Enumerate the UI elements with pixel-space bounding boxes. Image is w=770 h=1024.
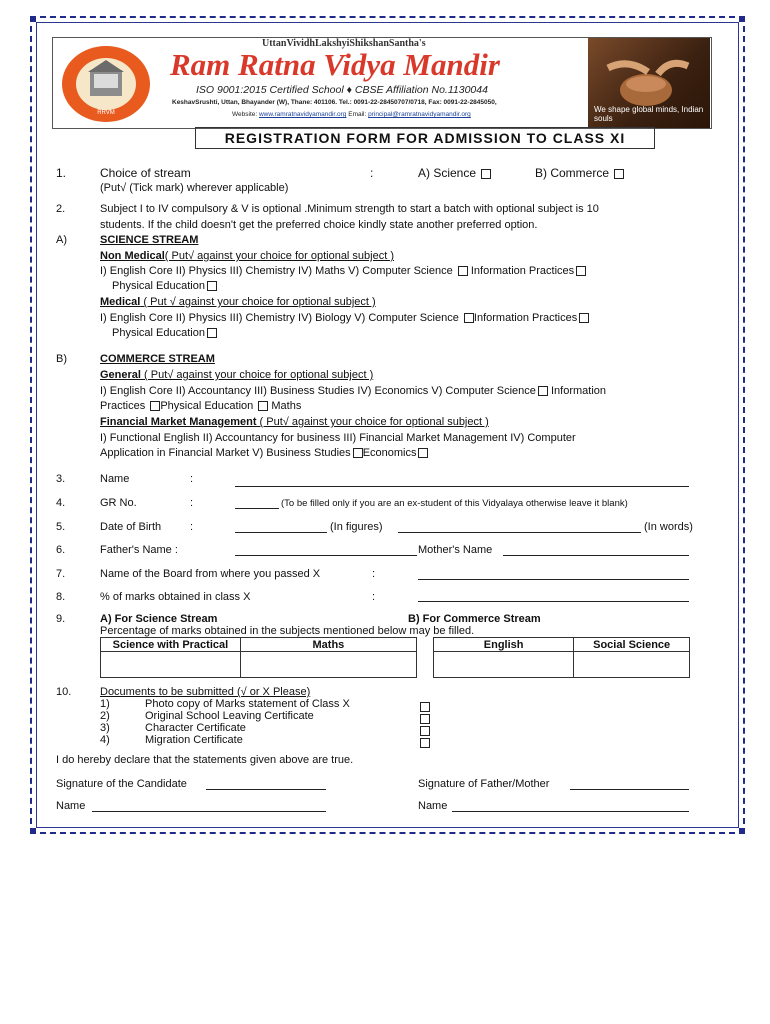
q1-note: (Put√ (Tick mark) wherever applicable) xyxy=(100,182,289,194)
q8-number: 8. xyxy=(56,591,66,603)
science-stream-heading: SCIENCE STREAM xyxy=(100,234,199,246)
doc-item-number: 1) xyxy=(100,698,110,710)
parent-name-field[interactable] xyxy=(452,811,689,812)
marks-percent-label: % of marks obtained in class X xyxy=(100,591,251,603)
documents-title: Documents to be submitted (√ or X Please) xyxy=(100,686,311,698)
nonmed-pe-checkbox[interactable] xyxy=(207,281,217,291)
general-subjects-row xyxy=(100,385,606,397)
form-title: REGISTRATION FORM FOR ADMISSION TO CLASS XI xyxy=(195,127,655,149)
school-slogan: We shape global minds, Indian souls xyxy=(594,105,704,123)
board-colon: : xyxy=(372,568,376,580)
candidate-name-field[interactable] xyxy=(92,811,326,812)
parent-signature-label: Signature of Father/Mother xyxy=(418,778,550,790)
fmm-row xyxy=(100,416,489,428)
svg-text:RRVM: RRVM xyxy=(97,110,115,116)
email-link[interactable]: principal@ramratnavidyamandir.org xyxy=(368,111,471,118)
q7-number: 7. xyxy=(56,568,66,580)
fmm-line1: I) Functional English II) Accountancy for business III) Financial Market Management IV) Computer xyxy=(100,432,576,444)
science-col-header: Maths xyxy=(240,638,416,652)
commerce-marks-heading: B) For Commerce Stream xyxy=(408,613,541,625)
father-name-field[interactable] xyxy=(235,555,417,556)
commerce-checkbox[interactable] xyxy=(614,169,624,179)
science-marks-table xyxy=(100,637,417,678)
science-checkbox[interactable] xyxy=(481,169,491,179)
q10-number: 10. xyxy=(56,686,72,698)
q5-number: 5. xyxy=(56,521,66,533)
dob-figures-field[interactable] xyxy=(235,532,327,533)
name-colon: : xyxy=(190,473,194,485)
website-link[interactable]: www.ramratnavidyamandir.org xyxy=(258,111,347,118)
dob-figures-label: (In figures) xyxy=(330,521,383,533)
trust-name: UttanVividhLakshyiShikshanSantha's xyxy=(262,38,426,49)
gr-no-colon: : xyxy=(190,497,194,509)
science-practical-cell[interactable] xyxy=(101,652,241,678)
med-pe-checkbox[interactable] xyxy=(207,328,217,338)
science-col-header: Science with Practical xyxy=(101,638,241,652)
non-medical-ip: Information Practices xyxy=(470,265,575,277)
non-medical-pe-row xyxy=(112,280,217,292)
commerce-section-marker: B) xyxy=(56,353,67,365)
border-corner xyxy=(739,16,745,22)
candidate-signature-label: Signature of the Candidate xyxy=(56,778,187,790)
board-label: Name of the Board from where you passed X xyxy=(100,568,321,580)
general-information: Information xyxy=(550,385,606,397)
q2-number: 2. xyxy=(56,203,66,215)
certification-line: ISO 9001:2015 Certified School ♦ CBSE Affiliation No.1130044 xyxy=(196,84,488,96)
mother-name-field[interactable] xyxy=(503,555,689,556)
border-corner xyxy=(30,16,36,22)
q2-line2: students. If the child doesn't get the preferred choice kindly state another preferred option. xyxy=(100,219,538,231)
general-subjects-row-2 xyxy=(100,400,301,412)
fmm-hint: ( Put√ against your choice for optional subject ) xyxy=(256,416,489,428)
non-medical-pe: Physical Education xyxy=(112,280,205,292)
candidate-name-label: Name xyxy=(56,800,86,812)
medical-pe-row xyxy=(112,327,217,339)
med-computer-science-checkbox[interactable] xyxy=(464,313,474,323)
science-section-marker: A) xyxy=(56,234,67,246)
board-field[interactable] xyxy=(418,579,689,580)
general-title: General xyxy=(100,369,141,381)
science-maths-cell[interactable] xyxy=(240,652,416,678)
medical-subjects: I) English Core II) Physics III) Chemistry IV) Biology V) Computer Science xyxy=(100,312,459,324)
dob-label: Date of Birth xyxy=(100,521,162,533)
name-field[interactable] xyxy=(235,486,689,487)
general-hint: ( Put√ against your choice for optional subject ) xyxy=(140,369,374,381)
doc-item-text: Original School Leaving Certificate xyxy=(145,710,314,722)
doc-item-checkbox[interactable] xyxy=(420,738,430,748)
q1-option-commerce xyxy=(535,166,624,180)
nonmed-computer-science-checkbox[interactable] xyxy=(458,266,468,276)
marks-note: Percentage of marks obtained in the subjects mentioned below may be filled. xyxy=(100,625,475,637)
doc-item-number: 4) xyxy=(100,734,110,746)
q1-colon: : xyxy=(370,166,374,180)
medical-title: Medical xyxy=(100,296,141,308)
q1-commerce-label: B) Commerce xyxy=(535,166,610,180)
dob-words-label: (In words) xyxy=(644,521,693,533)
non-medical-row xyxy=(100,250,394,262)
fmm-business-studies-checkbox[interactable] xyxy=(353,448,363,458)
father-name-label: Father's Name : xyxy=(100,544,178,556)
name-label: Name xyxy=(100,473,130,485)
q1-number: 1. xyxy=(56,166,67,180)
gen-pe-checkbox[interactable] xyxy=(258,401,268,411)
candidate-signature-field[interactable] xyxy=(206,789,326,790)
q6-number: 6. xyxy=(56,544,66,556)
q1-option-science xyxy=(418,166,491,180)
commerce-social-science-cell[interactable] xyxy=(574,652,690,678)
commerce-col-header: English xyxy=(434,638,574,652)
parent-signature-field[interactable] xyxy=(570,789,689,790)
fmm-economics: Economics xyxy=(362,447,417,459)
doc-item-number: 2) xyxy=(100,710,110,722)
nonmed-ip-checkbox[interactable] xyxy=(576,266,586,276)
general-subjects: I) English Core II) Accountancy III) Business Studies IV) Economics V) Computer Science xyxy=(100,385,536,397)
fmm-economics-checkbox[interactable] xyxy=(418,448,428,458)
mother-name-label: Mother's Name xyxy=(418,544,493,556)
declaration-text: I do hereby declare that the statements given above are true. xyxy=(56,754,354,766)
medical-row xyxy=(100,296,376,308)
parent-name-label: Name xyxy=(418,800,448,812)
non-medical-subjects-row xyxy=(100,265,586,277)
fmm-title: Financial Market Management xyxy=(100,416,257,428)
commerce-col-header: Social Science xyxy=(574,638,690,652)
doc-item-text: Photo copy of Marks statement of Class X xyxy=(145,698,350,710)
border-corner xyxy=(739,828,745,834)
general-practices: Practices xyxy=(100,400,146,412)
border-corner xyxy=(30,828,36,834)
q1-science-label: A) Science xyxy=(418,166,477,180)
school-logo xyxy=(60,44,152,124)
q3-number: 3. xyxy=(56,473,66,485)
contact-line xyxy=(232,111,471,118)
dob-words-field[interactable] xyxy=(398,532,641,533)
email-prefix: Email: xyxy=(346,111,369,118)
medical-subjects-row xyxy=(100,312,589,324)
marks-percent-field[interactable] xyxy=(418,601,689,602)
non-medical-title: Non Medical xyxy=(100,250,165,262)
q2-line1: Subject I to IV compulsory & V is optional .Minimum strength to start a batch with optional subject is 10 xyxy=(100,203,599,215)
general-maths: Maths xyxy=(271,400,302,412)
commerce-marks-table xyxy=(433,637,690,678)
dob-colon: : xyxy=(190,521,194,533)
commerce-english-cell[interactable] xyxy=(434,652,574,678)
fmm-line2: Application in Financial Market V) Business Studies xyxy=(100,447,351,459)
gr-no-note: (To be filled only if you are an ex-student of this Vidyalaya otherwise leave it blank) xyxy=(281,498,628,509)
school-name: Ram Ratna Vidya Mandir xyxy=(170,47,500,82)
q4-number: 4. xyxy=(56,497,66,509)
general-row xyxy=(100,369,373,381)
q9-number: 9. xyxy=(56,613,66,625)
fmm-line2-row xyxy=(100,447,428,459)
non-medical-hint: ( Put√ against your choice for optional subject ) xyxy=(164,250,395,262)
marks-percent-colon: : xyxy=(372,591,376,603)
medical-ip: Information Practices xyxy=(473,312,578,324)
doc-item-text: Character Certificate xyxy=(145,722,246,734)
doc-item-number: 3) xyxy=(100,722,110,734)
website-prefix: Website: xyxy=(232,111,259,118)
non-medical-subjects: I) English Core II) Physics III) Chemistry IV) Maths V) Computer Science xyxy=(100,265,453,277)
med-ip-checkbox[interactable] xyxy=(579,313,589,323)
general-pe: Physical Education xyxy=(160,400,254,412)
science-marks-heading: A) For Science Stream xyxy=(100,613,218,625)
commerce-stream-heading: COMMERCE STREAM xyxy=(100,353,215,365)
school-address: KeshavSrushti, Uttan, Bhayander (W), Thane: 401106. Tel.: 0091-22-28450707/0718, Fax: 0091-22-2845050, xyxy=(172,99,497,106)
gr-no-label: GR No. xyxy=(100,497,137,509)
gr-no-field[interactable] xyxy=(235,508,279,509)
gen-ip-checkbox[interactable] xyxy=(150,401,160,411)
medical-pe: Physical Education xyxy=(112,327,205,339)
gen-computer-science-checkbox[interactable] xyxy=(538,386,548,396)
doc-item-text: Migration Certificate xyxy=(145,734,243,746)
medical-hint: ( Put √ against your choice for optional subject ) xyxy=(140,296,376,308)
q1-label: Choice of stream xyxy=(100,166,191,180)
